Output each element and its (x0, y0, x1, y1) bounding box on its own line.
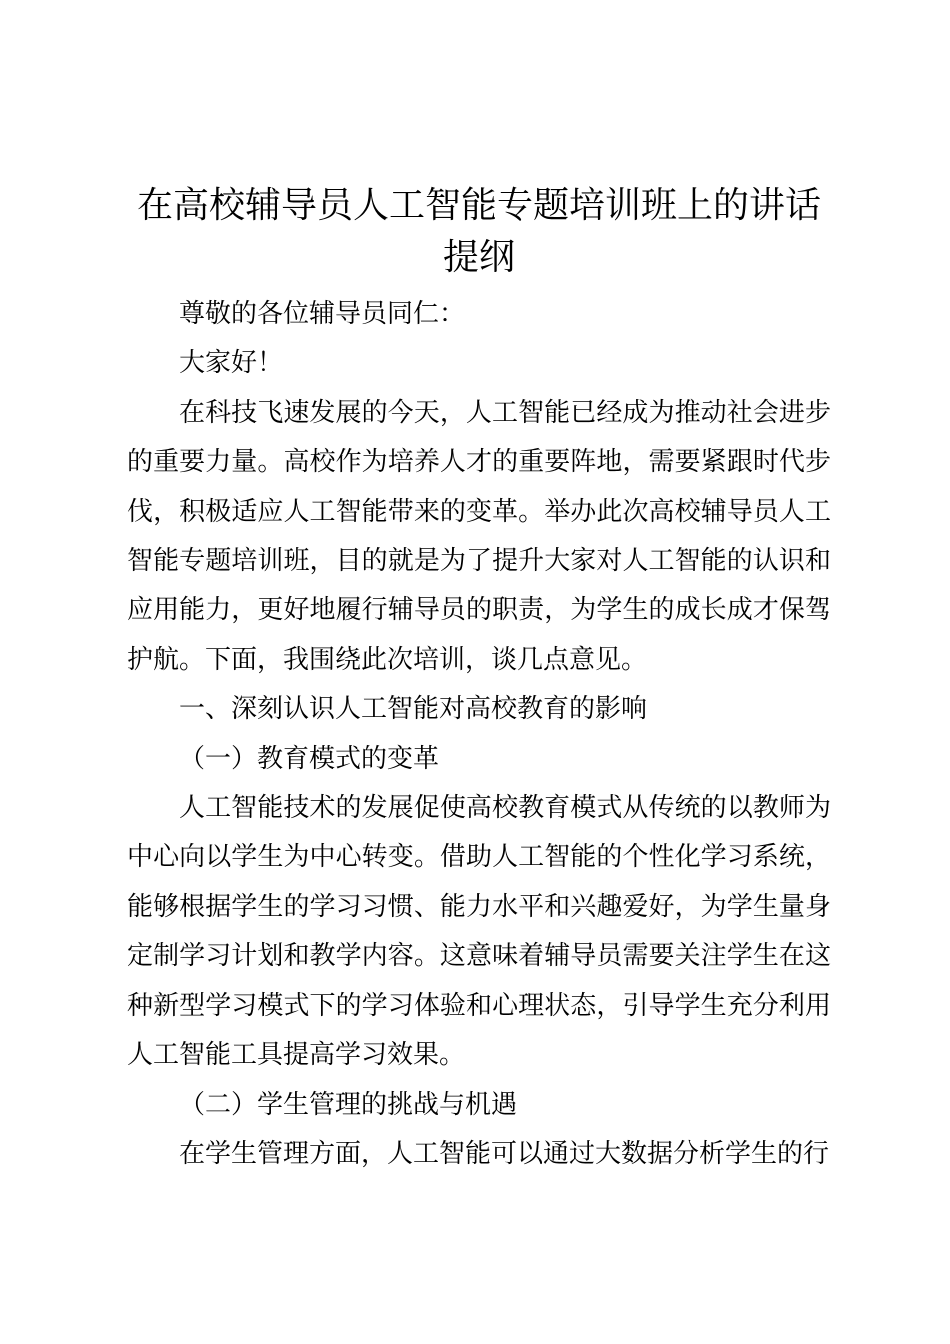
subsection-2-heading: （二）学生管理的挑战与机遇 (179, 1089, 518, 1120)
greeting: 大家好！ (179, 348, 284, 379)
document-body (127, 180, 831, 1179)
section-1-heading: 一、深刻认识人工智能对高校教育的影响 (179, 694, 648, 725)
subsection-2-paragraph: 在学生管理方面，人工智能可以通过大数据分析学生的行 (179, 1138, 830, 1169)
intro-paragraph: 在科技飞速发展的今天，人工智能已经成为推动社会进步的重要力量。高校作为培养人才的重要阵地，需要紧跟时代步伐，积极适应人工智能带来的变革。举办此次高校辅导员人工智能专题培训班，目的就是为了提升大家对人工智能的认识和应用能力，更好地履行辅导员的职责，为学生的成长成才保驾护航。下面，我围绕此次培训，谈几点意见。 (127, 397, 831, 675)
subsection-1-heading: （一）教育模式的变革 (179, 743, 440, 774)
salutation: 尊敬的各位辅导员同仁： (179, 299, 466, 329)
subsection-1-paragraph: 人工智能技术的发展促使高校教育模式从传统的以教师为中心向以学生为中心转变。借助人工智能的个性化学习系统，能够根据学生的学习习惯、能力水平和兴趣爱好，为学生量身定制学习计划和教学内容。这意味着辅导员需要关注学生在这种新型学习模式下的学习体验和心理状态，引导学生充分利用人工智能工具提高学习效果。 (127, 793, 831, 1071)
document-title: 在高校辅导员人工智能专题培训班上的讲话提纲 (136, 185, 821, 278)
